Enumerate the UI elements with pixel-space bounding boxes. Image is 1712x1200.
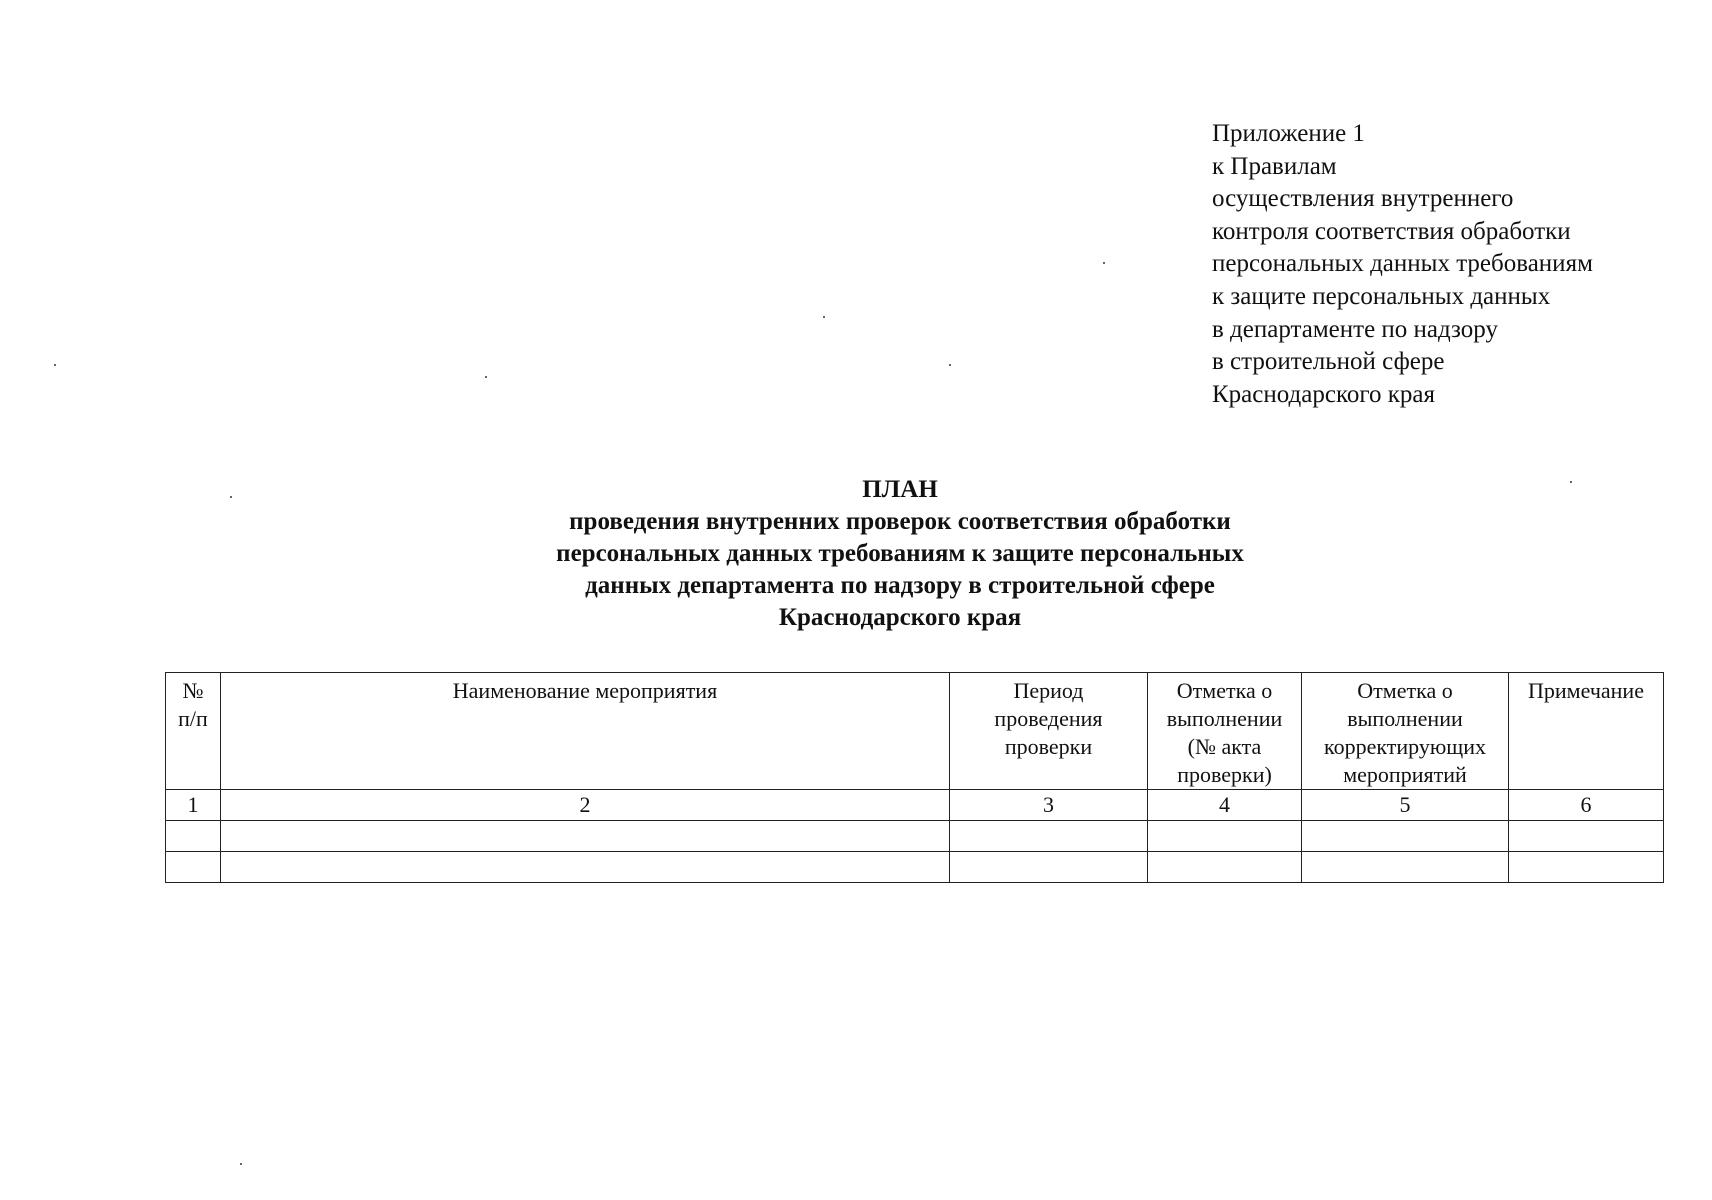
annex-line: в департаменте по надзору [1212,315,1498,343]
header-text: № [182,678,204,703]
header-text: проведения [994,706,1103,731]
header-completion-mark [1148,673,1302,790]
title-heading: ПЛАН [862,476,938,503]
column-number: 6 [1509,790,1664,821]
header-number [166,673,221,790]
table-cell [166,821,221,852]
header-text: выполнении [1347,706,1463,731]
column-number: 2 [221,790,950,821]
annex-line: персональных данных требованиям [1212,250,1593,278]
scan-speck [54,364,56,366]
header-note [1509,673,1664,790]
header-text: п/п [178,706,208,731]
header-text: Отметка о [1357,678,1453,703]
annex-note [1212,118,1593,411]
annex-line: Приложение 1 [1212,120,1365,147]
scan-speck [949,364,951,366]
plan-table [165,672,1664,883]
annex-line: к Правилам [1212,152,1337,180]
table-cell [1509,852,1664,883]
table-cell [1148,852,1302,883]
table-cell [1302,821,1509,852]
table-cell [221,821,950,852]
header-text: Период [1013,678,1084,703]
header-corrective-mark [1302,673,1509,790]
table-header-row [166,673,1664,790]
title-subtitle-line: проведения внутренних проверок соответствия обработки [569,508,1231,535]
header-text: Отметка о [1176,678,1273,703]
header-text: (№ акта [1187,734,1262,759]
header-text: выполнении [1166,706,1283,731]
annex-line: к защите персональных данных [1212,282,1551,310]
scan-speck [485,376,487,378]
header-event-name [221,673,950,790]
annex-line: осуществления внутреннего [1212,185,1514,213]
header-text: Наименование мероприятия [452,678,718,703]
table-cell [1148,821,1302,852]
scan-speck [240,1163,242,1165]
table-cell [1509,821,1664,852]
title-subtitle-line: персональных данных требованиям к защите персональных [556,540,1244,567]
table-cell [221,852,950,883]
column-number: 5 [1302,790,1509,821]
header-text: мероприятий [1343,762,1467,787]
table-row [166,852,1664,883]
table-cell [950,852,1148,883]
title-subtitle-line: данных департамента по надзору в строительной сфере [585,572,1215,599]
annex-line: Краснодарского края [1212,380,1435,408]
table-cell [950,821,1148,852]
scan-speck [1103,262,1105,264]
title-subtitle-line: Краснодарского края [778,604,1022,631]
header-text: проверки) [1177,762,1272,787]
header-text: корректирующих [1324,734,1486,759]
scan-speck [230,496,232,498]
header-text: Примечание [1528,678,1644,703]
document-title [440,474,1360,634]
column-number-row [166,790,1664,821]
column-number: 3 [950,790,1148,821]
table-row [166,821,1664,852]
header-period [950,673,1148,790]
scan-speck [1570,481,1572,483]
annex-line: контроля соответствия обработки [1212,217,1571,245]
header-text: проверки [1004,734,1093,759]
table-cell [166,852,221,883]
table-cell [1302,852,1509,883]
scan-speck [823,316,825,318]
column-number: 1 [166,790,221,821]
column-number: 4 [1148,790,1302,821]
annex-line: в строительной сфере [1212,348,1445,376]
